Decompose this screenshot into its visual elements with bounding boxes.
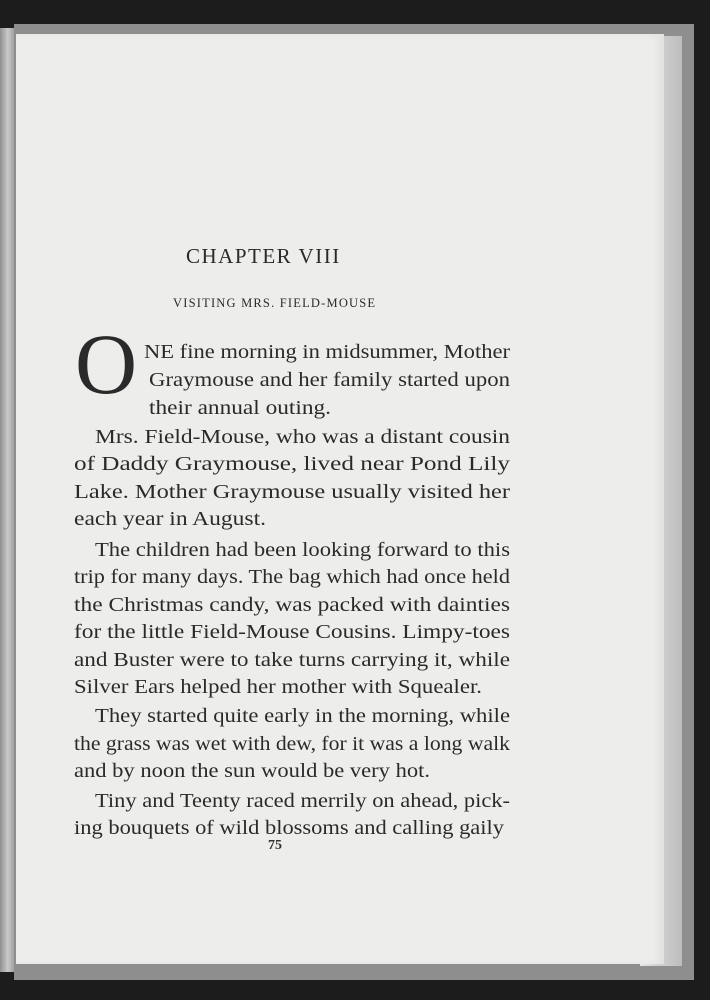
chapter-title: CHAPTER VIII xyxy=(186,244,341,268)
text-line: each year in August. xyxy=(74,508,266,530)
chapter-subtitle: VISITING MRS. FIELD-MOUSE xyxy=(173,296,377,310)
text-line: The children had been looking forward to this xyxy=(95,539,510,561)
text-line: Mrs. Field-Mouse, who was a distant cousin xyxy=(95,426,510,448)
text-line: for the little Field-Mouse Cousins. Limpy-toes xyxy=(74,621,510,643)
text-line: Tiny and Teenty raced merrily on ahead, pick- xyxy=(95,790,510,812)
previous-page-edge xyxy=(0,28,14,972)
text-line: Lake. Mother Graymouse usually visited her xyxy=(74,481,510,503)
page-number: 75 xyxy=(268,838,282,853)
text-line: and by noon the sun would be very hot. xyxy=(74,760,430,782)
text-line: Silver Ears helped her mother with Squealer. xyxy=(74,676,483,698)
text-line: their annual outing. xyxy=(149,397,331,419)
text-line: trip for many days. The bag which had once held xyxy=(74,566,511,588)
text-line: the Christmas candy, was packed with dainties xyxy=(74,594,510,616)
text-line: and Buster were to take turns carrying it, while xyxy=(74,649,510,671)
text-line: ing bouquets of wild blossoms and calling gaily xyxy=(74,817,504,839)
text-line: They started quite early in the morning, while xyxy=(95,705,510,727)
drop-cap: O xyxy=(75,316,138,412)
text-line: of Daddy Graymouse, lived near Pond Lily xyxy=(74,453,510,475)
text-line: Graymouse and her family started upon xyxy=(149,369,510,391)
text-line: NE fine morning in midsummer, Mother xyxy=(144,341,510,363)
text-line: the grass was wet with dew, for it was a long walk xyxy=(74,733,510,755)
